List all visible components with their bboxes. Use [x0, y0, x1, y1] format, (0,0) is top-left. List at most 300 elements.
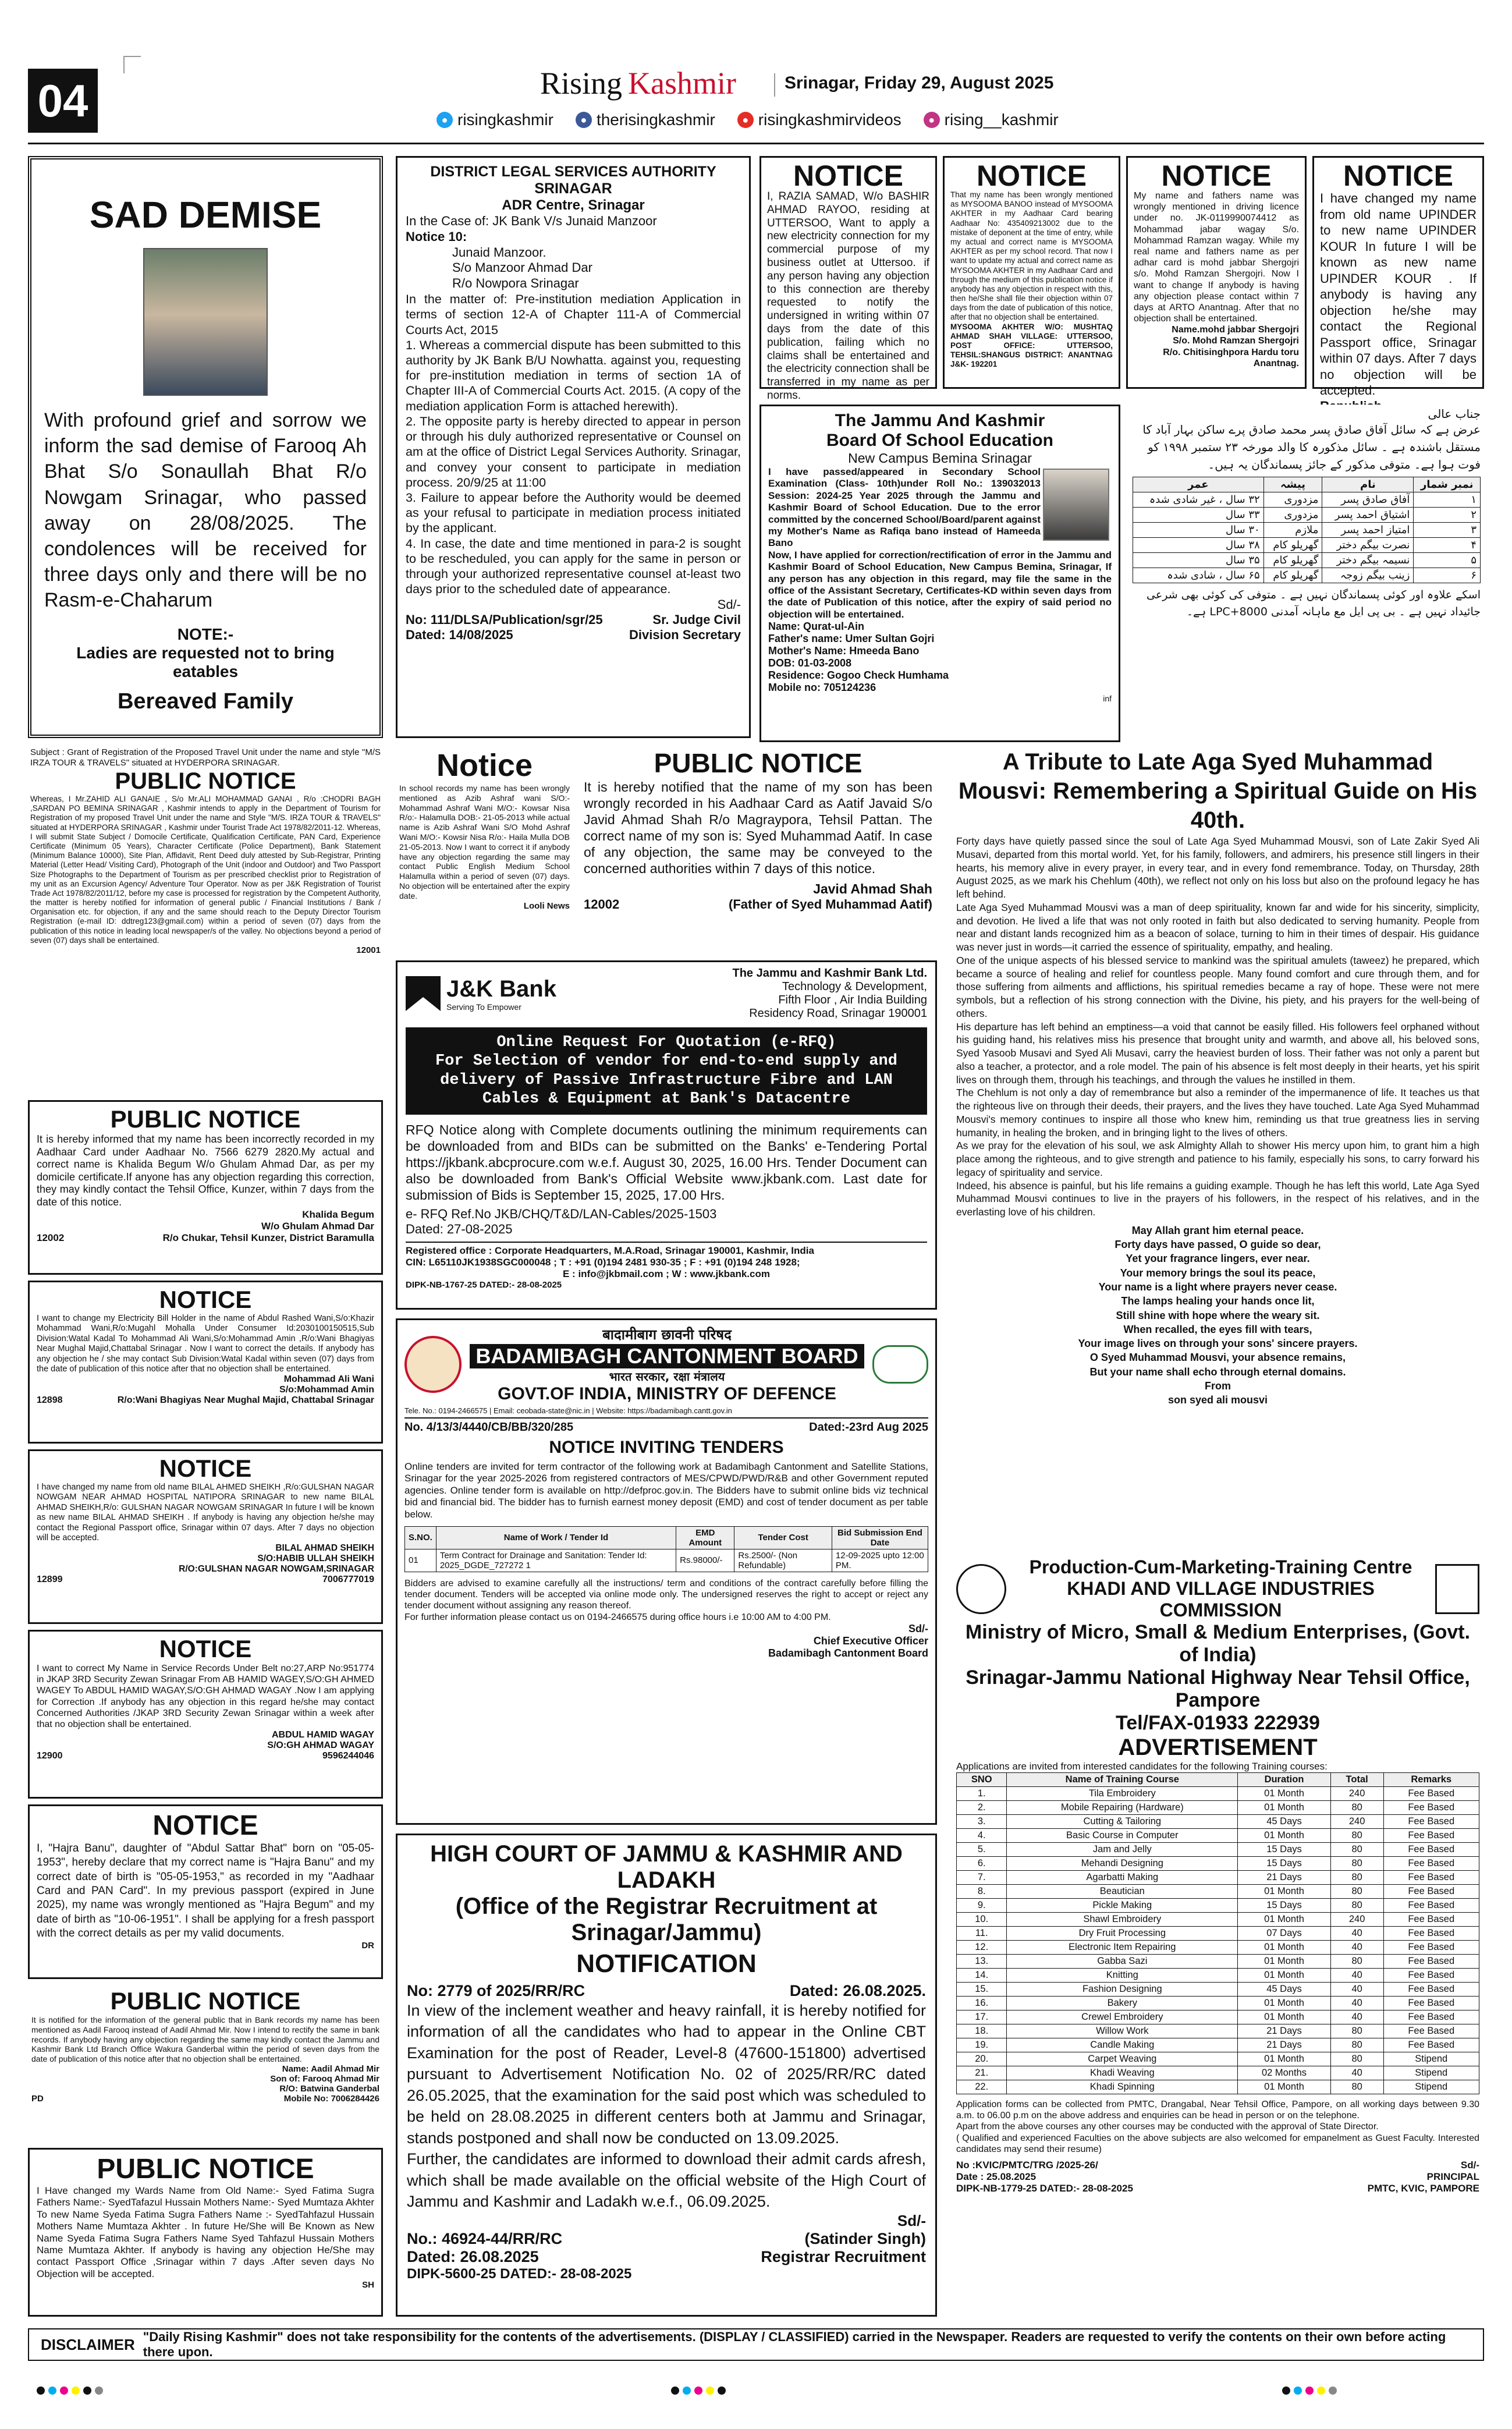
tribute-paragraph: The Chehlum is not only a day of remembrance but also a reminder of the impermanence of life. It teaches us that the righteous live on through their deeds, their prayers, and the lives they have touched. Late Aga Syed Muhammad Mousvi's memory continues to inspire all those who knew him, reminding us that true greatness lies in serving humanity, in healing the broken, and in bringing light to the lives of others.	[956, 1087, 1479, 1139]
table-cell: 01 Month	[1238, 1969, 1331, 1983]
table-row	[957, 1899, 1479, 1913]
hc-title: HIGH COURT OF JAMMU & KASHMIR AND LADAKH	[430, 1841, 903, 1893]
looli-notice	[396, 745, 573, 949]
table-cell: ۳۲ سال ، غیر شادی شدہ	[1133, 492, 1264, 508]
jkbank-address: Residency Road, Srinagar 190001	[749, 1007, 927, 1020]
urdu-table	[1133, 477, 1481, 583]
table-cell: 80	[1330, 1871, 1383, 1885]
table-cell: Gabba Sazi	[1007, 1955, 1238, 1969]
table-cell: 21 Days	[1238, 2024, 1331, 2038]
table-cell: Fee Based	[1383, 1997, 1479, 2010]
dlsa-body: In the matter of: Pre-institution mediation Application in terms of section 12-A of Chapter 111-A of Commercial Courts Act, 2015 1. Whereas a commercial dispute has been submitted to this authority by JK Bank B/U Nowhatta. against you, requesting for pre-institution mediation in terms of section 1A of Chapter III-A of Commercial Courts Act. 2015. (A copy of the mediation application Form is attached herewith). 2. The opposite party is hereby directed to appear in person or through his duly authorized representative or Counsel on am at the office of District Legal Services Authority. Srinagar, and convey your consent to participate in mediation process. 20/9/25 at 11:00 3. Failure to appear before the Authority would be deemed as your refusal to participate in mediation process initiated by the applicant. 4. In case, the date and time mentioned in para-2 is sought to be rescheduled, you can apply for the same in person or through your authorized representative counsel at-least two days prior to the scheduled date of appearance.	[406, 292, 741, 597]
table-row	[957, 2080, 1479, 2094]
crosshair-mark	[123, 56, 141, 73]
table-cell: 80	[1330, 2052, 1383, 2066]
table-row	[957, 2024, 1479, 2038]
table-cell: 45 Days	[1238, 1815, 1331, 1829]
table-cell: 02 Months	[1238, 2066, 1331, 2080]
dlsa-title: DISTRICT LEGAL SERVICES AUTHORITY SRINAGAR	[430, 164, 716, 197]
table-cell: 01 Month	[1238, 1885, 1331, 1899]
table-header: SNO	[957, 1773, 1007, 1787]
table-cell: Candle Making	[1007, 2038, 1238, 2052]
table-cell: Fee Based	[1383, 1899, 1479, 1913]
dlsa-ref-no: No: 111/DLSA/Publication/sgr/25	[406, 612, 603, 627]
notice-body: It is notified for the information of the general public that in Bank records my name has been mentioned as Aadil Farooq instead of Aadil Ahmad Mir. Now I intend to rectify the same in bank records. If anybody having any objection regarding the same may kindly contact the Jammu and Kashmir Bank Ltd Branch Office Wakura Ganderbal within the period of seven days from the date of publication of this notice after that no objection shall be entertained.	[31, 2015, 379, 2064]
table-cell: اشتیاق احمد پسر	[1322, 508, 1414, 523]
hc-dipk: DIPK-5600-25 DATED:- 28-08-2025	[407, 2266, 632, 2282]
kvic-tel: Tel/FAX-01933 222939	[1116, 1712, 1320, 1734]
table-cell: مزدوری	[1263, 508, 1322, 523]
table-cell: 40	[1330, 1997, 1383, 2010]
table-cell: 4.	[957, 1829, 1007, 1843]
jkbank-dated: Dated: 27-08-2025	[406, 1221, 513, 1236]
table-row	[1133, 538, 1481, 553]
jkbose-details	[768, 620, 1112, 694]
table-cell: Fee Based	[1383, 1983, 1479, 1997]
table-cell: ۳۸ سال	[1133, 538, 1264, 553]
notice-body: It is hereby notified that the name of my son has been wrongly recorded in his Aadhaar Card as Aatif Javaid S/o Javid Ahmad Shah R/o Magraypora, Tehsil Pattan. The correct name of my son is: Syed Muhammad Aatif. In case of any objection, the same may be conveyed to the concerned authorities within 7 days of this notice.	[584, 779, 932, 877]
tribute-poem	[956, 1224, 1479, 1407]
notice-title: PUBLIC NOTICE	[110, 1987, 301, 2015]
jkbose-ref: inf	[1103, 694, 1112, 704]
jkbank-banner: Online Request For Quotation (e-RFQ) For Selection of vendor for end-to-end supply and delivery of Passive Infrastructure Fibre and LAN Cables & Equipment at Bank's Datacentre	[406, 1027, 927, 1115]
table-cell: Stipend	[1383, 2080, 1479, 2094]
table-cell: 5.	[957, 1843, 1007, 1857]
table-cell: 40	[1330, 1983, 1383, 1997]
table-header: پیشہ	[1263, 477, 1322, 492]
cantonment-title: BADAMIBAGH CANTONMENT BOARD	[470, 1344, 864, 1368]
table-cell: Fee Based	[1383, 1913, 1479, 1927]
table-cell: گھریلو کام	[1263, 553, 1322, 568]
sad-demise-ad	[28, 156, 383, 738]
jkbose-detail: DOB: 01-03-2008	[768, 657, 852, 669]
table-cell: Beautician	[1007, 1885, 1238, 1899]
kvic-heading: ADVERTISEMENT	[1118, 1735, 1318, 1760]
cantonment-footer: Bidders are advised to examine carefully all the instructions/ term and conditions of the contract carefully before filling the tender document. Tenders will be accepted via online mode only. The undersigned reserves the right to accept or reject any tender document without assigning any reason thereof. For further information please contact us on 0194-2466575 during office hours i.e 10:00 AM to 4:00 PM.	[404, 1578, 928, 1622]
jkbank-logo-icon	[406, 976, 441, 1011]
jkbose-notice	[759, 405, 1120, 742]
table-cell: 15 Days	[1238, 1899, 1331, 1913]
poem-line: Your memory brings the soul its peace,	[1120, 1267, 1316, 1279]
poem-line: Still shine with hope where the weary sit.	[1116, 1309, 1320, 1321]
cantonment-contact: Tele. No.: 0194-2466575 | Email: ceobada-state@nic.in | Website: https://badamibagh.cantt.gov.in	[404, 1406, 732, 1415]
social-handle: risingkashmirvideos	[758, 111, 901, 129]
hc-no: No: 2779 of 2025/RR/RC	[407, 1982, 585, 1999]
notice-sign: MYSOOMA AKHTER W/O: MUSHTAQ AHMAD SHAH VILLAGE: UTTERSOO, POST OFFICE: UTTERSOO, TEHSIL:SHANGUS DISTRICT: ANANTNAG J&K- 192201	[950, 322, 1113, 369]
table-cell: 80	[1330, 2080, 1383, 2094]
notice-ref: 12002	[584, 897, 620, 912]
notice-phone: 7006777019	[322, 1575, 374, 1585]
sad-demise-note-label: NOTE:-	[177, 625, 234, 643]
table-cell: 16.	[957, 1997, 1007, 2010]
jkbank-dipk: DIPK-NB-1767-25 DATED:- 28-08-2025	[406, 1279, 562, 1290]
notice-body: I, RAZIA SAMAD, W/o BASHIR AHMAD RAYOO, residing at UTTERSOO, Want to apply a new electricity connection for my commercial purpose of my business outlet at Uttersoo. if any person having any objection to this connection are thereby requested to notify the undersigned in writing within 07 days from the date of this publication, failing which no claims shall be entertained and the electricity connection shall be transferred in my name as per norms.	[767, 190, 929, 402]
dlsa-dated: Dated: 14/08/2025	[406, 627, 513, 643]
kvic-table	[956, 1772, 1479, 2094]
jkbose-detail: Name: Qurat-ul-Ain	[768, 620, 865, 633]
table-row	[957, 1815, 1479, 1829]
table-cell: 15 Days	[1238, 1843, 1331, 1857]
poem-line: But your name shall echo through eternal domains.	[1089, 1366, 1346, 1378]
hc-sd: Sd/-	[897, 2212, 926, 2230]
notice-title: PUBLIC NOTICE	[654, 748, 863, 778]
table-cell: 1.	[957, 1787, 1007, 1801]
table-cell: زینب بیگم زوجہ	[1322, 568, 1414, 583]
g20-logo-icon	[872, 1345, 928, 1384]
jkbank-ref: e- RFQ Ref.No JKB/CHQ/T&D/LAN-Cables/2025-1503	[406, 1206, 717, 1221]
notice-ref: 12899	[37, 1575, 63, 1585]
table-cell: 40	[1330, 1941, 1383, 1955]
disclaimer-bar	[28, 2328, 1484, 2361]
notice-body: I want to correct My Name in Service Records Under Belt no:27,ARP No:951774 in JKAP 3RD Security Zewan Srinagar From AB HAMID WAGEY,S/O:GH AHMED WAGEY To ABDUL HAMID WAGAY,S/O:GH AHMAD WAGAY .Now I am applying for Correction .If anybody has any objection in this regard he/she may contact Concerned Authorities /JKAP 3RD Security Zewan Srinagar within a week after that no objection shall be entertained.	[37, 1664, 374, 1729]
table-cell: Khadi Weaving	[1007, 2066, 1238, 2080]
table-header: Name of Work / Tender Id	[436, 1526, 676, 1549]
hajra-notice	[28, 1804, 383, 1979]
cantonment-sign2: Badamibagh Cantonment Board	[768, 1647, 928, 1659]
table-cell: 12-09-2025 upto 12:00 PM.	[832, 1549, 928, 1572]
table-row	[957, 1885, 1479, 1899]
page-number: 04	[28, 69, 98, 133]
notice-razia	[759, 156, 937, 402]
khalida-notice	[28, 1100, 383, 1275]
notice-ref: 12898	[37, 1395, 63, 1406]
jkbank-cin: CIN: L65110JK1938SGC000048 ; T : +91 (0)194 2481 930-35 ; F : +91 (0)194 248 1928;	[406, 1256, 800, 1268]
table-row	[1133, 553, 1481, 568]
table-row	[957, 1997, 1479, 2010]
poem-line: O Syed Muhammad Mousvi, your absence remains,	[1089, 1352, 1346, 1364]
table-cell: 15 Days	[1238, 1857, 1331, 1871]
table-row	[1133, 568, 1481, 583]
notice-sign2: (Father of Syed Muhammad Aatif)	[729, 897, 932, 912]
table-row	[957, 1941, 1479, 1955]
table-cell: Term Contract for Drainage and Sanitation: Tender Id: 2025_DGDE_727272 1	[436, 1549, 676, 1572]
table-cell: ۳	[1414, 523, 1481, 538]
table-cell: نصرت بیگم دختر	[1322, 538, 1414, 553]
notice-body: I Have changed my Wards Name from Old Name:- Syed Fatima Sugra Fathers Name:- SyedTafazul Hussain Mothers Name:- Syed Mumtaza Akhter To new Name Syeda Fatima Sugra Fathers Name :- SyedTahfazul Hussain Mothers Name Mumtaza Akhter . In future He/She will Be Known as New Name Syeda Fatima Sugra Fathers Name Syed Tahfazul Hussain Mothers Name Mumtaza Akhter. If anybody is having any objection He/She may contact Passport Office ,Srinagar within 7 days .After seven days No Objection will be accepted.	[37, 2185, 374, 2279]
table-cell: Tila Embroidery	[1007, 1787, 1238, 1801]
table-cell: 01	[405, 1549, 436, 1572]
notice-body: I have changed my name from old name BILAL AHMED SHEIKH ,R/o:GULSHAN NAGAR NOWGAM NEAR AHMAD HOSPITAL NATIPORA SRINAGAR to new name BILAL AHMAD SHEIKH,R/o: GULSHAN NAGAR NOWGAM SRINAGAR In future I will be known as new name BILAL AHMAD SHEIKH . If anybody is having any objection he/she may contact the Regional Passport office, Srinagar within 07 days. After 7 days no objection will be accepted.	[37, 1483, 374, 1542]
table-cell: Fee Based	[1383, 1955, 1479, 1969]
urdu-notice	[1129, 405, 1484, 742]
table-cell: 13.	[957, 1955, 1007, 1969]
table-cell: 2.	[957, 1801, 1007, 1815]
notice-body: That my name has been wrongly mentioned as MYSOOMA BANOO instead of MYSOOMA AKHTER in my Aadhaar Card bearing Aadhaar No: 435409213002 due to the mistake of deponent at the time of entry, while my actual and correct name is MYSOOMA AKHTER as per my school record. That now I want to update my actual and correct name as MYSOOMA AKHTER in my Aadhaar Card and through the medium of this publication notice if anybody has any objection in respect with this, then he/She shall file their objection within 07 days from the date of publication of this notice, after that no objection shall be entertained.	[950, 190, 1113, 322]
table-cell: 80	[1330, 1801, 1383, 1815]
poem-line: From	[1205, 1380, 1231, 1392]
syeda-notice	[28, 2148, 383, 2317]
kvic-title1: Production-Cum-Marketing-Training Centre	[1029, 1556, 1412, 1577]
table-cell: ۶۵ سال ، شادی شدہ	[1133, 568, 1264, 583]
jkbank-body: RFQ Notice along with Complete documents outlining the minimum requirements can be downloaded from and BIDs can be submitted on the Banks' e-Tendering Portal https://jkbank.abcprocure.com w.e.f. August 30, 2025, 16.00 Hrs. Tender Document can also be downloaded from Bank's Official Website www.jkbank.com. Last date for submission of Bids is September 15, 2025, 17.00 Hrs.	[406, 1122, 927, 1203]
table-cell: ۵	[1414, 553, 1481, 568]
cantonment-body: Online tenders are invited for term contractor of the following work at Badamibagh Cantonment and Satellite Stations, Srinagar for the year 2025-2026 from registered contractors of MES/CPWD/PWD/R&B and other Government reputed agencies. Online tender form is available on http://defproc.gov.in. The Bidders have to submit online bids viz technical bid and financial bid. The bidder has to furnish earnest money deposit (EMD) and cost of tender document as per table below.	[404, 1461, 928, 1520]
table-header: Total	[1330, 1773, 1383, 1787]
table-cell: 40	[1330, 1927, 1383, 1941]
hc-dated2: Dated: 26.08.2025	[407, 2248, 539, 2266]
deceased-photo	[143, 248, 268, 396]
jkbose-detail: Mother's Name: Hmeeda Bano	[768, 645, 920, 657]
notice-mysooma	[943, 156, 1120, 389]
table-cell: Mobile Repairing (Hardware)	[1007, 1801, 1238, 1815]
notice-phone: Mobile No: 7006284426	[283, 2093, 379, 2104]
cantonment-sd: Sd/-	[908, 1622, 928, 1634]
dlsa-sd: Sd/-	[717, 597, 741, 612]
table-cell: 80	[1330, 1843, 1383, 1857]
table-cell: Fee Based	[1383, 2024, 1479, 2038]
khalida-title: PUBLIC NOTICE	[110, 1105, 301, 1133]
notice-upinder	[1312, 156, 1484, 398]
table-row	[957, 1983, 1479, 1997]
notice-title: PUBLIC NOTICE	[97, 2154, 314, 2185]
registration-marks-center	[669, 2387, 902, 2398]
khalida-sign: W/o Ghulam Ahmad Dar	[261, 1220, 374, 1232]
masthead	[540, 65, 785, 100]
table-cell: Basic Course in Computer	[1007, 1829, 1238, 1843]
table-cell: ۲	[1414, 508, 1481, 523]
notice-sign: R/O:GULSHAN NAGAR NOWGAM,SRINAGAR	[179, 1564, 374, 1575]
jkbank-address: Fifth Floor , Air India Building	[778, 994, 927, 1006]
table-header: عمر	[1133, 477, 1264, 492]
table-cell: ۴	[1414, 538, 1481, 553]
notice-sign: Looli News	[523, 900, 570, 911]
social-bar	[436, 107, 1251, 133]
table-cell: 01 Month	[1238, 1941, 1331, 1955]
table-cell: Fee Based	[1383, 2010, 1479, 2024]
kvic-date: Date : 25.08.2025	[956, 2171, 1037, 2182]
notice-phone: 9596244046	[322, 1751, 374, 1761]
bilal-notice	[28, 1449, 383, 1624]
social-item[interactable]	[737, 107, 901, 133]
table-cell: 12.	[957, 1941, 1007, 1955]
social-item[interactable]	[576, 107, 715, 133]
jawaid-notice	[579, 745, 937, 949]
table-cell: Fashion Designing	[1007, 1983, 1238, 1997]
cantonment-govt: GOVT.OF INDIA, MINISTRY OF DEFENCE	[498, 1384, 836, 1403]
cantonment-dated: Dated:-23rd Aug 2025	[809, 1421, 928, 1434]
urdu-footer: اسکے علاوہ اور کوئی پسماندگان نہیں ہے ۔ متوفی کی کوئی بھی شرعی جائیداد نہیں ہے ۔ بی پی ایل مع ماہانہ آمدنی 8000+LPC ہے۔	[1147, 588, 1481, 618]
table-cell: Fee Based	[1383, 1787, 1479, 1801]
table-row	[957, 1913, 1479, 1927]
table-cell: ۱	[1414, 492, 1481, 508]
table-row	[957, 1843, 1479, 1857]
jkbank-email: E : info@jkbmail.com ; W : www.jkbank.com	[563, 1268, 770, 1279]
table-cell: 01 Month	[1238, 1997, 1331, 2010]
poem-line: May Allah grant him eternal peace.	[1131, 1224, 1304, 1236]
masthead-rising: Rising	[540, 66, 623, 101]
table-header: نام	[1322, 477, 1414, 492]
sad-demise-title: SAD DEMISE	[89, 194, 322, 236]
tribute-paragraph: Forty days have quietly passed since the soul of Late Aga Syed Muhammad Mousvi, son of Late Zakir Syed Ali Musavi, departed from this mortal world. Yet, for his family, followers, and admirers, his presence still lingers in their hearts, his memory alive in every prayer, in every tear, and in every fond remembrance. Today, on Thursday, 28th August 2025, as we mark his Chehlum (40th), we reflect not only on his loss but also on the profound legacy he has left behind.	[956, 835, 1479, 900]
kvic-sd: Sd/-	[1460, 2159, 1479, 2171]
sad-demise-body: With profound grief and sorrow we inform the sad demise of Farooq Ah Bhat S/o Sonaullah Bhat R/o Nowgam Srinagar, who passed away on 28/08/2025. The condolences will be received for three days only and there will be no Rasm-e-Chaharum	[44, 409, 367, 612]
notice-sign: Mohammad Ali Wani	[283, 1374, 374, 1385]
table-cell: Rs.98000/-	[676, 1549, 734, 1572]
hc-no2: No.: 46924-44/RR/RC	[407, 2230, 563, 2248]
table-row	[957, 1787, 1479, 1801]
table-cell: 01 Month	[1238, 1787, 1331, 1801]
table-cell: 240	[1330, 1815, 1383, 1829]
table-cell: گھریلو کام	[1263, 568, 1322, 583]
notice-sign: Name: Aadil Ahmad Mir	[282, 2063, 379, 2074]
travel-subject: Subject : Grant of Registration of the Proposed Travel Unit under the name and style "M/S IRZA TOUR & TRAVELS" situated at HYDERPORA SRINAGAR.	[30, 747, 381, 768]
table-cell: 8.	[957, 1885, 1007, 1899]
table-cell: Jam and Jelly	[1007, 1843, 1238, 1857]
notice-title: NOTICE	[1343, 159, 1453, 192]
hc-body: In view of the inclement weather and heavy rainfall, it is hereby notified for information of all the candidates who had to appear in the Online CBT Examination for the post of Reader, Level-8 (47600-151800) advertised pursuant to Advertisement Notification No. 02 of 2025/RR/RC dated 26.05.2025, that the examination for the said post which was scheduled to be held on 28.08.2025 in different centers both at Jammu and Srinagar, stands postponed and shall now be conducted on 13.09.2025. Further, the candidates are informed to download their admit cards afresh, which shall be made available on the official website of the High Court of Jammu and Kashmir and Ladakh w.e.f., 06.09.2025.	[407, 2002, 926, 2210]
table-cell: Bakery	[1007, 1997, 1238, 2010]
dlsa-notice-no: Notice 10:	[406, 229, 467, 244]
social-handle: rising__kashmir	[944, 111, 1059, 129]
table-header: Remarks	[1383, 1773, 1479, 1787]
travel-ref: 12001	[356, 945, 381, 955]
cantonment-emblem-icon	[404, 1336, 462, 1393]
dateline: Srinagar, Friday 29, August 2025	[774, 73, 1077, 97]
jkbank-address: The Jammu and Kashmir Bank Ltd.	[732, 967, 927, 980]
travel-title: PUBLIC NOTICE	[115, 768, 296, 794]
kvic-title3: Ministry of Micro, Small & Medium Enterprises, (Govt. of India)	[965, 1621, 1471, 1666]
kvic-no: No :KVIC/PMTC/TRG /2025-26/	[956, 2159, 1098, 2171]
notice-body: I, "Hajra Banu", daughter of "Abdul Sattar Bhat" born on "05-05-1953", hereby declare that my correct name is "Hajra Banu" and my correct date of birth is "05-05-1953," as recorded in my "Aadhaar Card and PAN Card". In my previous passport (expired in June 2025), my name was wrongly mentioned as "Hajra Begum" and my date of birth as "10-06-1951". I shall be applying for a fresh passport with the correct details as per my valid documents.	[37, 1842, 374, 1939]
table-cell: Fee Based	[1383, 2038, 1479, 2052]
khalida-body: It is hereby informed that my name has been incorrectly recorded in my Aadhaar Card under Aadhaar No. 7566 6279 2820.My actual and correct name is Khalida Begum W/o Ghulam Ahmad Dar, as per my domicile certificate.If anyone has any objection regarding this correction, they may kindly contact the Tehsil Office, Kunzer, within 7 days from the date of this notice.	[37, 1133, 374, 1208]
registration-marks-left	[35, 2387, 326, 2398]
table-cell: 21 Days	[1238, 2038, 1331, 2052]
social-item[interactable]	[924, 107, 1059, 133]
table-cell: Fee Based	[1383, 1927, 1479, 1941]
notice-sign: ABDUL HAMID WAGAY	[271, 1730, 374, 1740]
table-row	[957, 2038, 1479, 2052]
table-cell: 40	[1330, 1969, 1383, 1983]
cantonment-table	[404, 1526, 928, 1572]
table-header: Tender Cost	[734, 1526, 832, 1549]
social-handle: therisingkashmir	[596, 111, 715, 129]
jkbose-body: I have passed/appeared in Secondary School Examination (Class- 10th)under Roll No.: 139032013 Session: 2024-25 Year 2025 through the Jammu and Kashmir Board of School Education. Due to the error committed by the concerned School/Board/parent against my Mother's Name as Rafiqa bano instead of Hameeda Bano Now, I have applied for correction/rectification of error in the Jammu and Kashmir Board of School Education, New Campus Bemina, Srinagar, If any person has any objection in this regard, may file the same in the office of the Assistant Secretary, Certificates-KD within seven days from the date of Publication of this notice, after the expiry of said period no objection will be entertained.	[768, 466, 1112, 620]
table-cell: 20.	[957, 2052, 1007, 2066]
table-cell: 01 Month	[1238, 1955, 1331, 1969]
table-cell: Fee Based	[1383, 1815, 1479, 1829]
poem-line: The lamps healing your hands once lit,	[1121, 1295, 1315, 1307]
table-cell: Fee Based	[1383, 1885, 1479, 1899]
tribute-title: A Tribute to Late Aga Syed Muhammad Mousvi: Remembering a Spiritual Guide on His 40th.	[958, 749, 1478, 833]
table-row	[957, 1801, 1479, 1815]
hc-dated: Dated: 26.08.2025.	[789, 1982, 926, 1999]
table-cell: Khadi Spinning	[1007, 2080, 1238, 2094]
table-cell: 9.	[957, 1899, 1007, 1913]
table-header: EMD Amount	[676, 1526, 734, 1549]
table-cell: Fee Based	[1383, 1829, 1479, 1843]
cantonment-no: No. 4/13/3/4440/CB/BB/320/285	[404, 1421, 574, 1434]
social-item[interactable]	[436, 107, 553, 133]
table-cell: 14.	[957, 1969, 1007, 1983]
notice-ref: DR	[361, 1941, 374, 1951]
facebook-icon: ●	[576, 112, 592, 128]
table-cell: Carpet Weaving	[1007, 2052, 1238, 2066]
table-cell: 40	[1330, 2066, 1383, 2080]
tribute-body	[956, 835, 1479, 1219]
table-cell: ملازم	[1263, 523, 1322, 538]
kvic-dipk: DIPK-NB-1779-25 DATED:- 28-08-2025	[956, 2182, 1133, 2194]
cantonment-hindi2: भारत सरकार, रक्षा मंत्रालय	[609, 1370, 725, 1384]
hc-sign: (Satinder Singh)	[804, 2230, 926, 2248]
header-rule	[28, 143, 1484, 144]
social-handle: risingkashmir	[457, 111, 553, 129]
notice-address: R/o:Wani Bhagiyas Near Mughal Majid, Chattabal Srinagar	[117, 1395, 374, 1406]
table-cell: 01 Month	[1238, 2052, 1331, 2066]
tribute-paragraph: Indeed, his absence is painful, but his life remains a guiding example. Though he has left this world, Late Aga Syed Muhammad Mousvi continues to live in the prayers of his followers, in the respect of his relatives, and in the everlasting love of his children.	[956, 1179, 1479, 1218]
dlsa-parties	[406, 245, 741, 292]
table-cell: 01 Month	[1238, 1829, 1331, 1843]
table-cell: Fee Based	[1383, 1941, 1479, 1955]
jkbose-detail: Father's name: Umer Sultan Gojri	[768, 633, 935, 645]
table-cell: Mehandi Designing	[1007, 1857, 1238, 1871]
table-cell: Fee Based	[1383, 1857, 1479, 1871]
table-cell: 80	[1330, 1955, 1383, 1969]
table-cell: 80	[1330, 2024, 1383, 2038]
aadil-notice	[28, 1985, 383, 2142]
table-row	[957, 1927, 1479, 1941]
hc-heading: NOTIFICATION	[576, 1949, 757, 1978]
kvic-intro: Applications are invited from interested candidates for the following Training courses:	[956, 1761, 1328, 1772]
table-cell: ۳۳ سال	[1133, 508, 1264, 523]
notice-body: I have changed my name from old name UPINDER to new name UPINDER KOUR In future I will be known as new name UPINDER KOUR . If anybody is having any objection he/she may contact the Regional Passport office, Srinagar within 07 days. After 7 days no objection will be accepted.	[1320, 191, 1476, 398]
table-row	[957, 2052, 1479, 2066]
table-row	[1133, 508, 1481, 523]
kvic-sign2: PMTC, KVIC, PAMPORE	[1367, 2182, 1479, 2194]
table-row	[957, 1969, 1479, 1983]
notice-title: NOTICE	[1161, 159, 1272, 192]
notice-title: NOTICE	[793, 159, 903, 192]
table-cell: ۳۵ سال	[1133, 553, 1264, 568]
table-cell: Stipend	[1383, 2066, 1479, 2080]
table-cell: گھریلو کام	[1263, 538, 1322, 553]
table-row	[1133, 523, 1481, 538]
table-cell: 01 Month	[1238, 2080, 1331, 2094]
table-cell: Shawl Embroidery	[1007, 1913, 1238, 1927]
cantonment-tender	[396, 1318, 937, 1825]
disclaimer-text: "Daily Rising Kashmir" does not take responsibility for the contents of the advertisements. (DISPLAY / CLASSIFIED) carried in the Newspaper. Readers are requested to verify the contents on their own before acting there upon.	[143, 2329, 1446, 2359]
notice-body: I want to change my Electricity Bill Holder in the name of Abdul Rashed Wani,S/o:Khazir Mohammad Wani,R/o:Mugahl Mohalla Under Consumer Id:2030100150515,Sub Division:Watal Kadal To Mohammad Ali Wani,S/o:Mohammad Amin ,R/o:Wani Bhagiyas Near Mughal Majid,Chattabal Srinagar . Now I want to correct the details. If anybody has any objection he / she may contact Sub Division:Watal Kadal within seven (07) days from the date of publication of this notice after that no objection shall be entertained.	[37, 1314, 374, 1374]
notice-title: NOTICE	[159, 1635, 252, 1662]
table-row	[957, 1829, 1479, 1843]
table-cell: 40	[1330, 2010, 1383, 2024]
notice-sign: S/o:Mohammad Amin	[279, 1385, 374, 1395]
table-cell: Crewel Embroidery	[1007, 2010, 1238, 2024]
table-cell: Agarbatti Making	[1007, 1871, 1238, 1885]
table-cell: Pickle Making	[1007, 1899, 1238, 1913]
notice-sign: BILAL AHMAD SHEIKH	[275, 1543, 374, 1554]
kvic-logo-icon	[956, 1564, 1006, 1614]
table-row	[957, 2010, 1479, 2024]
table-cell: 11.	[957, 1927, 1007, 1941]
poem-line: Your image lives on through your sons' sincere prayers.	[1078, 1338, 1358, 1350]
table-cell: Stipend	[1383, 2052, 1479, 2066]
dlsa-party: R/o Nowpora Srinagar	[452, 276, 579, 291]
kvic-sign: PRINCIPAL	[1426, 2171, 1479, 2182]
jkbose-subtitle: New Campus Bemina Srinagar	[848, 451, 1032, 466]
poem-line: When recalled, the eyes fill with tears,	[1123, 1323, 1312, 1335]
table-cell: نسیمہ بیگم دختر	[1322, 553, 1414, 568]
tribute-paragraph: Late Aga Syed Muhammad Mousvi was a man of deep spirituality, known far and wide for his sincerity, simplicity, and devotion. He lived a life that was not only rooted in faith but also dedicated to serving humanity. People from near and distant lands recognized him as a beacon of solace, turning to him in their times of despair. His guidance was never just in words—it carried the essence of spirituality, empathy, and healing.	[956, 901, 1479, 953]
notice-body: In school records my name has been wrongly mentioned as Azib Ashraf wani S/O:- Mohammad Ashraf Wani M/O:- Kowsar Nisa R/o:- Halamulla DOB:- 21-05-2013 while actual name is Azib Ashraf Wani S/O Mohd Ashraf Wani M/O:- Kowsir Nisa R/o:- Haila Mulla DOB 21-05-2013. Now I want to correct it if anybody have any objection regarding the same may contact Public English Medium School Halamulla within a period of seven (07) days. No objection will be entertained after the expiry date.	[399, 783, 570, 900]
table-row	[957, 1857, 1479, 1871]
table-cell: Electronic Item Repairing	[1007, 1941, 1238, 1955]
notice-sign: Son of: Farooq Ahmad Mir	[270, 2073, 379, 2084]
cantonment-hindi: बादामीबाग छावनी परिषद	[602, 1327, 732, 1343]
table-cell: 22.	[957, 2080, 1007, 2094]
table-cell: 07 Days	[1238, 1927, 1331, 1941]
table-cell: 3.	[957, 1815, 1007, 1829]
